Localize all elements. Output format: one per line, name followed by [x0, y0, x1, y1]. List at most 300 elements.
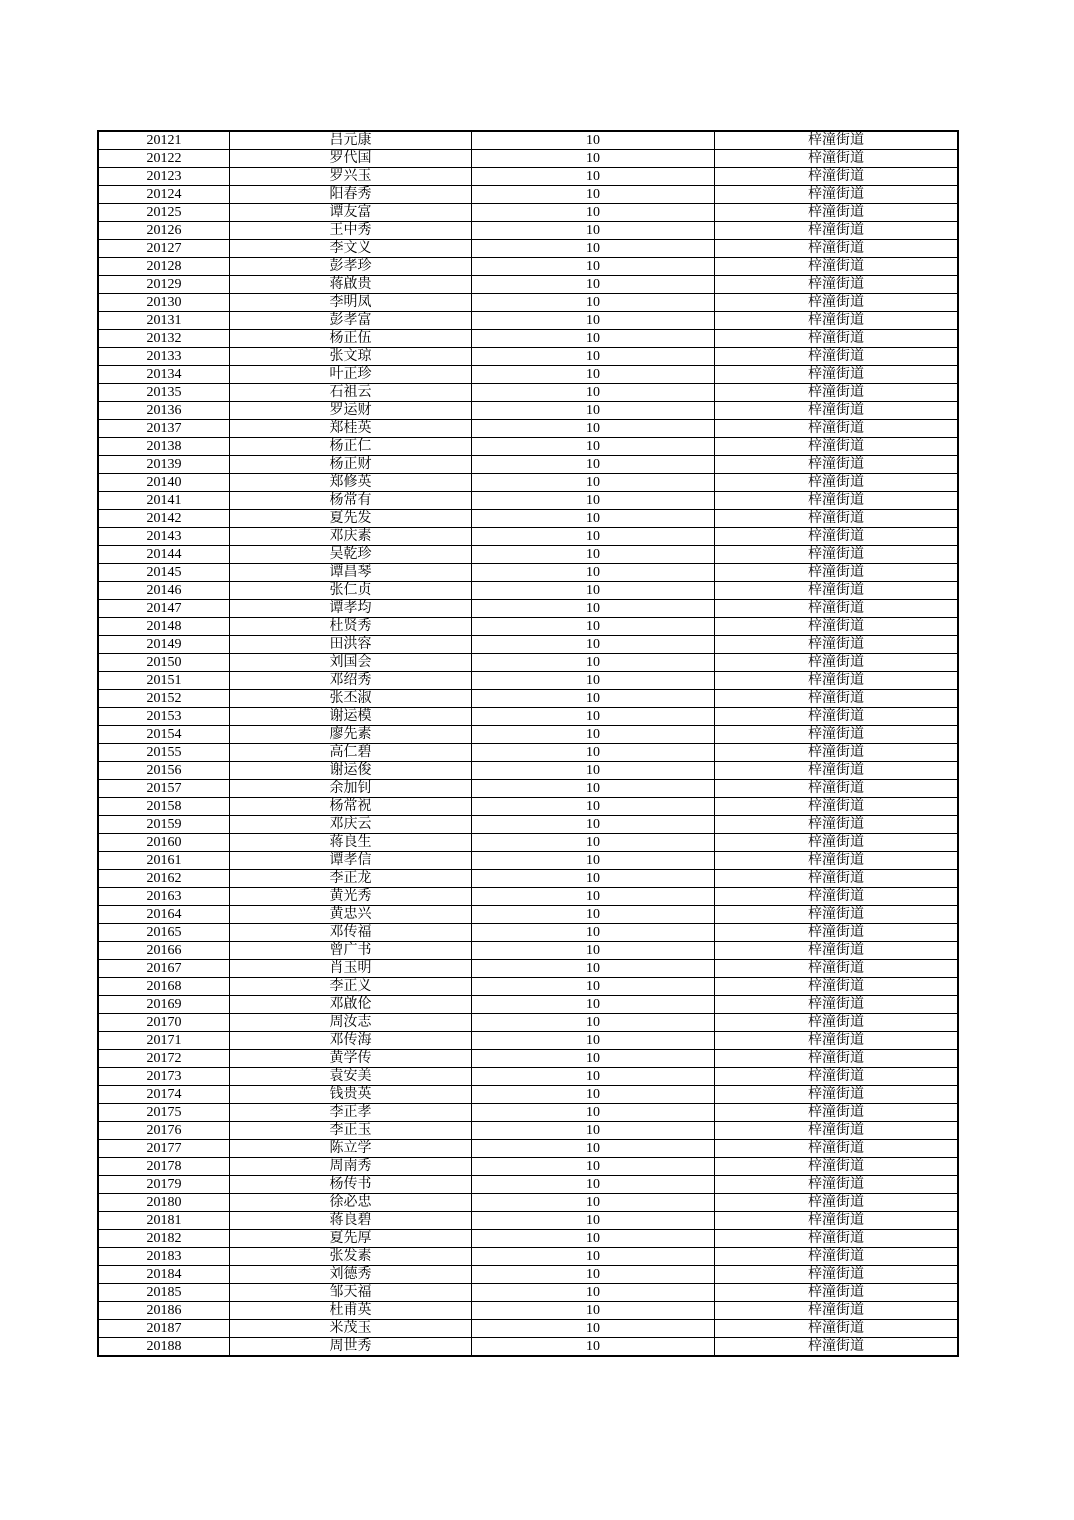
table-row	[98, 852, 958, 870]
cell-id: 20141	[98, 492, 230, 510]
cell-id: 20181	[98, 1212, 230, 1230]
cell-id: 20183	[98, 1248, 230, 1266]
cell-name: 廖先素	[230, 726, 472, 744]
cell-name: 杜甫英	[230, 1302, 472, 1320]
cell-id: 20172	[98, 1050, 230, 1068]
cell-amount: 10	[472, 420, 715, 438]
cell-area: 梓潼街道	[715, 456, 959, 474]
table-row	[98, 438, 958, 456]
table-row	[98, 1140, 958, 1158]
cell-amount: 10	[472, 528, 715, 546]
cell-id: 20153	[98, 708, 230, 726]
table-row	[98, 1086, 958, 1104]
cell-amount: 10	[472, 1320, 715, 1338]
cell-area: 梓潼街道	[715, 1050, 959, 1068]
cell-amount: 10	[472, 852, 715, 870]
cell-amount: 10	[472, 816, 715, 834]
table-row	[98, 1284, 958, 1302]
cell-name: 刘德秀	[230, 1266, 472, 1284]
cell-name: 周汝志	[230, 1014, 472, 1032]
cell-name: 彭孝富	[230, 312, 472, 330]
table-row	[98, 312, 958, 330]
cell-area: 梓潼街道	[715, 1266, 959, 1284]
cell-area: 梓潼街道	[715, 654, 959, 672]
cell-amount: 10	[472, 1104, 715, 1122]
cell-name: 李正义	[230, 978, 472, 996]
cell-area: 梓潼街道	[715, 474, 959, 492]
cell-area: 梓潼街道	[715, 708, 959, 726]
cell-amount: 10	[472, 1158, 715, 1176]
cell-area: 梓潼街道	[715, 1194, 959, 1212]
cell-name: 邓庆素	[230, 528, 472, 546]
cell-amount: 10	[472, 1338, 715, 1357]
cell-name: 钱贵英	[230, 1086, 472, 1104]
cell-area: 梓潼街道	[715, 582, 959, 600]
cell-name: 田洪容	[230, 636, 472, 654]
cell-id: 20171	[98, 1032, 230, 1050]
cell-id: 20136	[98, 402, 230, 420]
cell-id: 20130	[98, 294, 230, 312]
cell-area: 梓潼街道	[715, 276, 959, 294]
cell-amount: 10	[472, 1230, 715, 1248]
cell-area: 梓潼街道	[715, 1122, 959, 1140]
cell-name: 邓庆云	[230, 816, 472, 834]
cell-name: 黄光秀	[230, 888, 472, 906]
table-row	[98, 924, 958, 942]
cell-area: 梓潼街道	[715, 222, 959, 240]
cell-name: 周南秀	[230, 1158, 472, 1176]
cell-amount: 10	[472, 960, 715, 978]
cell-amount: 10	[472, 1302, 715, 1320]
table-row	[98, 1014, 958, 1032]
cell-id: 20161	[98, 852, 230, 870]
table-row	[98, 420, 958, 438]
cell-area: 梓潼街道	[715, 204, 959, 222]
cell-name: 杨传书	[230, 1176, 472, 1194]
cell-name: 李正玉	[230, 1122, 472, 1140]
cell-amount: 10	[472, 798, 715, 816]
cell-amount: 10	[472, 834, 715, 852]
table-row	[98, 366, 958, 384]
table-row	[98, 186, 958, 204]
cell-id: 20134	[98, 366, 230, 384]
cell-id: 20152	[98, 690, 230, 708]
cell-area: 梓潼街道	[715, 852, 959, 870]
cell-area: 梓潼街道	[715, 816, 959, 834]
cell-name: 袁安美	[230, 1068, 472, 1086]
cell-id: 20155	[98, 744, 230, 762]
table-row	[98, 330, 958, 348]
cell-id: 20173	[98, 1068, 230, 1086]
cell-name: 彭孝珍	[230, 258, 472, 276]
cell-name: 李文义	[230, 240, 472, 258]
table-row	[98, 1122, 958, 1140]
cell-id: 20128	[98, 258, 230, 276]
table-row	[98, 672, 958, 690]
cell-id: 20157	[98, 780, 230, 798]
table-row	[98, 834, 958, 852]
cell-id: 20185	[98, 1284, 230, 1302]
cell-id: 20133	[98, 348, 230, 366]
cell-area: 梓潼街道	[715, 402, 959, 420]
cell-name: 阳春秀	[230, 186, 472, 204]
cell-name: 李正龙	[230, 870, 472, 888]
table-row	[98, 1068, 958, 1086]
cell-amount: 10	[472, 312, 715, 330]
cell-id: 20174	[98, 1086, 230, 1104]
cell-name: 叶正珍	[230, 366, 472, 384]
table-row	[98, 131, 958, 150]
cell-area: 梓潼街道	[715, 312, 959, 330]
cell-name: 邓传海	[230, 1032, 472, 1050]
table-row	[98, 528, 958, 546]
table-row	[98, 780, 958, 798]
cell-name: 邓绍秀	[230, 672, 472, 690]
cell-id: 20188	[98, 1338, 230, 1357]
cell-amount: 10	[472, 906, 715, 924]
cell-amount: 10	[472, 546, 715, 564]
cell-id: 20164	[98, 906, 230, 924]
cell-amount: 10	[472, 348, 715, 366]
table-row	[98, 1176, 958, 1194]
cell-name: 肖玉明	[230, 960, 472, 978]
cell-id: 20140	[98, 474, 230, 492]
cell-id: 20123	[98, 168, 230, 186]
cell-amount: 10	[472, 438, 715, 456]
cell-amount: 10	[472, 1122, 715, 1140]
cell-id: 20163	[98, 888, 230, 906]
cell-area: 梓潼街道	[715, 528, 959, 546]
cell-name: 杨正伍	[230, 330, 472, 348]
cell-name: 徐必忠	[230, 1194, 472, 1212]
cell-name: 余加钊	[230, 780, 472, 798]
cell-area: 梓潼街道	[715, 510, 959, 528]
cell-amount: 10	[472, 780, 715, 798]
cell-id: 20151	[98, 672, 230, 690]
cell-amount: 10	[472, 258, 715, 276]
cell-id: 20176	[98, 1122, 230, 1140]
table-row	[98, 726, 958, 744]
cell-name: 邓传福	[230, 924, 472, 942]
cell-name: 张发素	[230, 1248, 472, 1266]
cell-name: 罗代国	[230, 150, 472, 168]
cell-id: 20139	[98, 456, 230, 474]
cell-amount: 10	[472, 654, 715, 672]
table-row	[98, 510, 958, 528]
cell-amount: 10	[472, 942, 715, 960]
cell-id: 20121	[98, 131, 230, 150]
cell-amount: 10	[472, 294, 715, 312]
cell-name: 高仁碧	[230, 744, 472, 762]
cell-id: 20132	[98, 330, 230, 348]
cell-name: 杨常祝	[230, 798, 472, 816]
cell-area: 梓潼街道	[715, 1086, 959, 1104]
cell-area: 梓潼街道	[715, 1212, 959, 1230]
table-row	[98, 978, 958, 996]
cell-amount: 10	[472, 186, 715, 204]
cell-amount: 10	[472, 996, 715, 1014]
cell-amount: 10	[472, 726, 715, 744]
cell-name: 夏先发	[230, 510, 472, 528]
cell-area: 梓潼街道	[715, 1284, 959, 1302]
table-row	[98, 492, 958, 510]
cell-area: 梓潼街道	[715, 1068, 959, 1086]
cell-name: 石祖云	[230, 384, 472, 402]
cell-amount: 10	[472, 222, 715, 240]
cell-amount: 10	[472, 168, 715, 186]
cell-id: 20144	[98, 546, 230, 564]
cell-id: 20186	[98, 1302, 230, 1320]
table-row	[98, 294, 958, 312]
cell-id: 20160	[98, 834, 230, 852]
cell-id: 20159	[98, 816, 230, 834]
table-row	[98, 456, 958, 474]
cell-amount: 10	[472, 1284, 715, 1302]
cell-id: 20138	[98, 438, 230, 456]
cell-name: 黄忠兴	[230, 906, 472, 924]
cell-amount: 10	[472, 582, 715, 600]
cell-name: 曾广书	[230, 942, 472, 960]
cell-id: 20168	[98, 978, 230, 996]
table-row	[98, 816, 958, 834]
cell-area: 梓潼街道	[715, 168, 959, 186]
table-row	[98, 1050, 958, 1068]
table-row	[98, 600, 958, 618]
cell-name: 谭孝信	[230, 852, 472, 870]
cell-id: 20142	[98, 510, 230, 528]
cell-id: 20162	[98, 870, 230, 888]
cell-area: 梓潼街道	[715, 420, 959, 438]
cell-amount: 10	[472, 276, 715, 294]
table-row	[98, 1320, 958, 1338]
cell-name: 邹天福	[230, 1284, 472, 1302]
cell-name: 蒋良生	[230, 834, 472, 852]
cell-id: 20122	[98, 150, 230, 168]
cell-name: 米茂玉	[230, 1320, 472, 1338]
cell-name: 蒋啟贵	[230, 276, 472, 294]
cell-id: 20187	[98, 1320, 230, 1338]
cell-area: 梓潼街道	[715, 546, 959, 564]
table-row	[98, 204, 958, 222]
cell-amount: 10	[472, 384, 715, 402]
cell-id: 20125	[98, 204, 230, 222]
cell-name: 吴乾珍	[230, 546, 472, 564]
data-table	[97, 130, 959, 1357]
table-row	[98, 258, 958, 276]
table-row	[98, 240, 958, 258]
cell-area: 梓潼街道	[715, 384, 959, 402]
table-row	[98, 654, 958, 672]
cell-amount: 10	[472, 1032, 715, 1050]
cell-amount: 10	[472, 1140, 715, 1158]
table-row	[98, 546, 958, 564]
table-row	[98, 168, 958, 186]
cell-name: 蒋良碧	[230, 1212, 472, 1230]
cell-id: 20150	[98, 654, 230, 672]
cell-amount: 10	[472, 762, 715, 780]
cell-area: 梓潼街道	[715, 366, 959, 384]
cell-amount: 10	[472, 510, 715, 528]
table-row	[98, 150, 958, 168]
cell-name: 谭友富	[230, 204, 472, 222]
table-row	[98, 960, 958, 978]
cell-area: 梓潼街道	[715, 762, 959, 780]
cell-id: 20149	[98, 636, 230, 654]
table-row	[98, 1194, 958, 1212]
cell-id: 20180	[98, 1194, 230, 1212]
cell-area: 梓潼街道	[715, 240, 959, 258]
cell-area: 梓潼街道	[715, 1248, 959, 1266]
cell-id: 20147	[98, 600, 230, 618]
cell-area: 梓潼街道	[715, 1104, 959, 1122]
cell-area: 梓潼街道	[715, 186, 959, 204]
cell-area: 梓潼街道	[715, 1158, 959, 1176]
cell-area: 梓潼街道	[715, 1320, 959, 1338]
table-body	[98, 131, 958, 1356]
cell-id: 20179	[98, 1176, 230, 1194]
table-row	[98, 384, 958, 402]
cell-name: 杨常有	[230, 492, 472, 510]
table-row	[98, 276, 958, 294]
table-row	[98, 1212, 958, 1230]
cell-name: 周世秀	[230, 1338, 472, 1357]
cell-amount: 10	[472, 870, 715, 888]
cell-id: 20182	[98, 1230, 230, 1248]
cell-area: 梓潼街道	[715, 150, 959, 168]
table-row	[98, 744, 958, 762]
cell-amount: 10	[472, 924, 715, 942]
cell-id: 20165	[98, 924, 230, 942]
cell-id: 20167	[98, 960, 230, 978]
cell-name: 李正孝	[230, 1104, 472, 1122]
cell-area: 梓潼街道	[715, 942, 959, 960]
cell-area: 梓潼街道	[715, 1176, 959, 1194]
cell-amount: 10	[472, 1266, 715, 1284]
cell-area: 梓潼街道	[715, 258, 959, 276]
cell-area: 梓潼街道	[715, 996, 959, 1014]
cell-area: 梓潼街道	[715, 906, 959, 924]
cell-amount: 10	[472, 1176, 715, 1194]
cell-id: 20143	[98, 528, 230, 546]
cell-area: 梓潼街道	[715, 924, 959, 942]
table-row	[98, 1230, 958, 1248]
cell-amount: 10	[472, 150, 715, 168]
cell-name: 李明凤	[230, 294, 472, 312]
table-row	[98, 1104, 958, 1122]
table-row	[98, 582, 958, 600]
cell-amount: 10	[472, 1248, 715, 1266]
cell-amount: 10	[472, 474, 715, 492]
cell-id: 20175	[98, 1104, 230, 1122]
cell-area: 梓潼街道	[715, 690, 959, 708]
cell-name: 夏先厚	[230, 1230, 472, 1248]
cell-id: 20158	[98, 798, 230, 816]
cell-amount: 10	[472, 708, 715, 726]
cell-id: 20137	[98, 420, 230, 438]
cell-name: 郑修英	[230, 474, 472, 492]
table-row	[98, 690, 958, 708]
cell-area: 梓潼街道	[715, 1140, 959, 1158]
cell-amount: 10	[472, 1212, 715, 1230]
table-row	[98, 474, 958, 492]
cell-area: 梓潼街道	[715, 870, 959, 888]
cell-amount: 10	[472, 672, 715, 690]
table-row	[98, 636, 958, 654]
cell-amount: 10	[472, 888, 715, 906]
table-row	[98, 1266, 958, 1284]
cell-name: 张文琼	[230, 348, 472, 366]
cell-area: 梓潼街道	[715, 636, 959, 654]
cell-name: 罗运财	[230, 402, 472, 420]
cell-area: 梓潼街道	[715, 618, 959, 636]
cell-name: 吕元康	[230, 131, 472, 150]
cell-area: 梓潼街道	[715, 834, 959, 852]
cell-area: 梓潼街道	[715, 978, 959, 996]
cell-name: 谭孝均	[230, 600, 472, 618]
cell-amount: 10	[472, 330, 715, 348]
table-row	[98, 1338, 958, 1357]
cell-name: 杨正仁	[230, 438, 472, 456]
table-row	[98, 762, 958, 780]
table-row	[98, 996, 958, 1014]
cell-area: 梓潼街道	[715, 1014, 959, 1032]
table-row	[98, 1302, 958, 1320]
cell-name: 谢运模	[230, 708, 472, 726]
cell-name: 谢运俊	[230, 762, 472, 780]
table-row	[98, 870, 958, 888]
cell-amount: 10	[472, 366, 715, 384]
table-row	[98, 348, 958, 366]
cell-id: 20154	[98, 726, 230, 744]
cell-area: 梓潼街道	[715, 600, 959, 618]
cell-amount: 10	[472, 240, 715, 258]
cell-amount: 10	[472, 402, 715, 420]
cell-amount: 10	[472, 636, 715, 654]
cell-amount: 10	[472, 978, 715, 996]
cell-area: 梓潼街道	[715, 960, 959, 978]
cell-area: 梓潼街道	[715, 672, 959, 690]
cell-area: 梓潼街道	[715, 780, 959, 798]
cell-id: 20177	[98, 1140, 230, 1158]
cell-area: 梓潼街道	[715, 294, 959, 312]
cell-amount: 10	[472, 1050, 715, 1068]
cell-amount: 10	[472, 131, 715, 150]
cell-id: 20129	[98, 276, 230, 294]
cell-area: 梓潼街道	[715, 131, 959, 150]
cell-amount: 10	[472, 1086, 715, 1104]
cell-area: 梓潼街道	[715, 726, 959, 744]
table-row	[98, 798, 958, 816]
cell-id: 20127	[98, 240, 230, 258]
cell-name: 邓啟伦	[230, 996, 472, 1014]
cell-amount: 10	[472, 564, 715, 582]
cell-amount: 10	[472, 690, 715, 708]
cell-area: 梓潼街道	[715, 1032, 959, 1050]
cell-id: 20169	[98, 996, 230, 1014]
cell-area: 梓潼街道	[715, 798, 959, 816]
cell-amount: 10	[472, 456, 715, 474]
table-row	[98, 564, 958, 582]
cell-id: 20145	[98, 564, 230, 582]
cell-amount: 10	[472, 600, 715, 618]
cell-area: 梓潼街道	[715, 438, 959, 456]
cell-id: 20184	[98, 1266, 230, 1284]
cell-name: 张仁贞	[230, 582, 472, 600]
table-row	[98, 888, 958, 906]
cell-name: 王中秀	[230, 222, 472, 240]
table-row	[98, 1032, 958, 1050]
cell-name: 黄学传	[230, 1050, 472, 1068]
